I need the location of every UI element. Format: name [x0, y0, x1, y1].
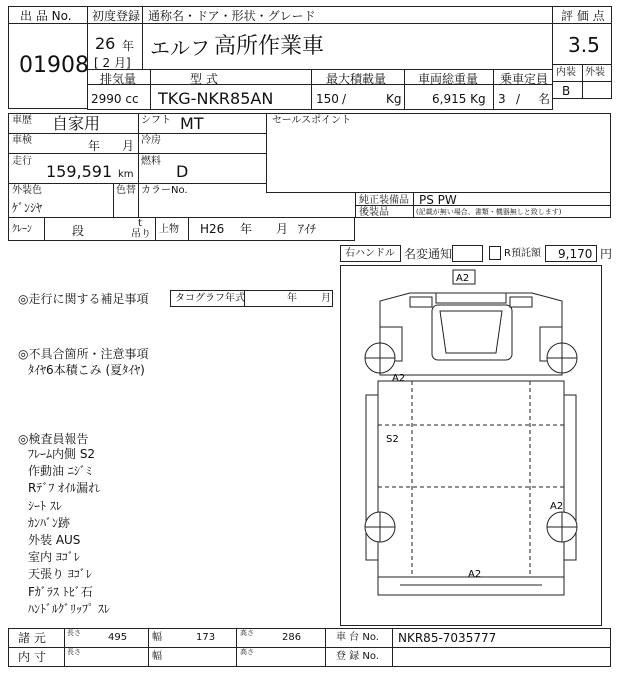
shift-label: シフト	[141, 115, 171, 126]
interior-dimensions-label: 内 寸	[18, 650, 46, 664]
max-load-slash: /	[342, 92, 347, 106]
remark-line: 天張り ﾖｺﾞﾚ	[28, 567, 92, 582]
remark-line: 室内 ﾖｺﾞﾚ	[28, 550, 80, 565]
tachograph-label: タコグラフ年式	[175, 293, 245, 304]
interior-width-label: 幅	[152, 651, 162, 662]
inspection-label: 車検	[12, 135, 32, 146]
lot-number: 01908	[19, 53, 89, 78]
score-label: 評 価 点	[561, 9, 605, 23]
tachograph-month-unit: 月	[321, 293, 331, 304]
width-value: 173	[196, 632, 216, 643]
model-field-label: 通称名・ドア・形状・グレード	[148, 9, 316, 23]
inspection-month-unit: 月	[122, 139, 135, 153]
history-value: 自家用	[52, 114, 101, 133]
length-value: 495	[108, 632, 128, 643]
width-label: 幅	[152, 632, 162, 643]
registration-year: 26	[95, 34, 116, 53]
exterior-label: 外装	[585, 67, 605, 78]
exterior-color-label: 外装色	[12, 185, 42, 196]
name-change-label: 名変通知	[404, 247, 453, 261]
crane-label: ｸﾚｰﾝ	[12, 224, 32, 235]
mileage-label: 走行	[12, 156, 32, 167]
type-label: 型 式	[190, 72, 218, 86]
height-label: 高さ	[240, 629, 254, 637]
interior-grade: B	[562, 84, 571, 98]
aftermarket-note: (記載が無い場合、書類・機器無しと致します)	[416, 208, 562, 216]
dimensions-label: 諸 元	[18, 631, 46, 645]
fuel-label: 燃料	[141, 156, 161, 167]
shift-value: MT	[180, 114, 204, 133]
max-load-unit: Kg	[386, 92, 402, 106]
damage-mark: A2	[550, 501, 564, 512]
color-code-label: カラーNo.	[141, 185, 188, 196]
mileage-value: 159,591	[46, 162, 113, 181]
remark-line: 外装 AUS	[28, 533, 81, 547]
damage-mark: A2	[392, 373, 406, 384]
fuel-value: D	[176, 162, 189, 181]
inspector-heading: ◎検査員報告	[18, 432, 89, 446]
first-registration-label: 初度登録	[92, 9, 141, 23]
upper-label: 上物	[159, 224, 179, 235]
capacity-value: 3	[498, 92, 506, 106]
crane-lift: 吊り	[131, 229, 151, 240]
recycle-label: R預託額	[504, 248, 541, 259]
chassis-number: NKR85-7035777	[398, 631, 497, 645]
max-load-label: 最大積載量	[326, 72, 387, 86]
damage-mark: A2	[468, 569, 482, 580]
length-label: 長さ	[67, 629, 81, 637]
remark-line: ｼｰﾄ ｽﾚ	[28, 498, 62, 513]
history-label: 車歴	[12, 115, 32, 126]
type-value: TKG-NKR85AN	[158, 89, 274, 108]
remark-line: ｶﾝﾊﾞﾝ跡	[28, 515, 71, 530]
displacement-label: 排気量	[100, 72, 137, 86]
equipment-value: PS PW	[419, 193, 457, 207]
interior-height-label: 高さ	[240, 648, 254, 656]
model-name: エルフ	[150, 36, 210, 60]
chassis-label: 車 台 No.	[336, 632, 379, 643]
remark-line: Fｶﾞﾗｽ ﾄﾋﾞ石	[28, 584, 93, 599]
ac-label: 冷房	[141, 135, 161, 146]
sales-point-label: セールスポイント	[272, 115, 352, 126]
interior-length-label: 長さ	[67, 648, 81, 656]
remark-line: Rﾃﾞﾌ ｵｲﾙ漏れ	[28, 481, 101, 496]
total-weight-label: 車両総重量	[418, 72, 479, 86]
damage-mark: A2	[456, 273, 470, 284]
recycle-value: 9,170	[558, 247, 593, 261]
max-load-value: 150	[316, 92, 339, 106]
remark-line: ﾀｲﾔ6本積こみ (夏ﾀｲﾔ)	[28, 363, 145, 377]
registration-number-label: 登 録 No.	[336, 651, 379, 662]
height-value: 286	[282, 632, 302, 643]
total-weight-value: 6,915 Kg	[432, 92, 486, 106]
exterior-color-value: ｹﾞﾝｼﾔ	[12, 201, 43, 215]
upper-maker: ｱｲﾁ	[298, 222, 317, 236]
defects-heading: ◎不具合箇所・注意事項	[18, 347, 149, 361]
model-grade: 高所作業車	[214, 34, 325, 59]
capacity-label: 乗車定員	[500, 72, 549, 86]
remark-line: 作動油 ﾆｼﾞﾐ	[28, 464, 92, 479]
vehicle-damage-diagram	[340, 265, 602, 626]
lot-label: 出 品 No.	[20, 9, 72, 23]
capacity-unit: 名	[538, 92, 551, 106]
tachograph-year-unit: 年	[287, 293, 297, 304]
supplement-heading: ◎走行に関する補足事項	[18, 292, 149, 306]
recycle-unit: 円	[600, 247, 613, 261]
equipment-label: 純正装備品	[359, 195, 409, 206]
registration-year-unit: 年	[122, 39, 135, 53]
remark-line: ﾌﾚｰﾑ内側 S2	[28, 447, 96, 461]
registration-month: [ 2 月]	[94, 56, 131, 70]
upper-year-unit: 年	[240, 222, 253, 236]
interior-label: 内装	[556, 67, 576, 78]
crane-stage: 段	[72, 224, 85, 238]
inspection-year-unit: 年	[88, 139, 101, 153]
damage-mark: S2	[386, 434, 399, 445]
crane-t: t	[138, 218, 142, 229]
displacement-value: 2990 cc	[91, 92, 139, 106]
mileage-unit: km	[118, 169, 134, 180]
remark-line: ﾊﾝﾄﾞﾙｸﾞﾘｯﾌﾟ ｽﾚ	[28, 601, 110, 616]
aftermarket-label: 後装品	[359, 207, 389, 218]
upper-month-unit: 月	[276, 222, 289, 236]
color-change-label: 色替	[116, 185, 136, 196]
name-change-box	[452, 245, 483, 262]
upper-year: H26	[200, 222, 225, 236]
score-value: 3.5	[568, 33, 600, 57]
capacity-slash: /	[516, 92, 521, 106]
recycle-icon	[489, 246, 501, 260]
right-handle-label: 右ハンドル	[345, 248, 395, 259]
